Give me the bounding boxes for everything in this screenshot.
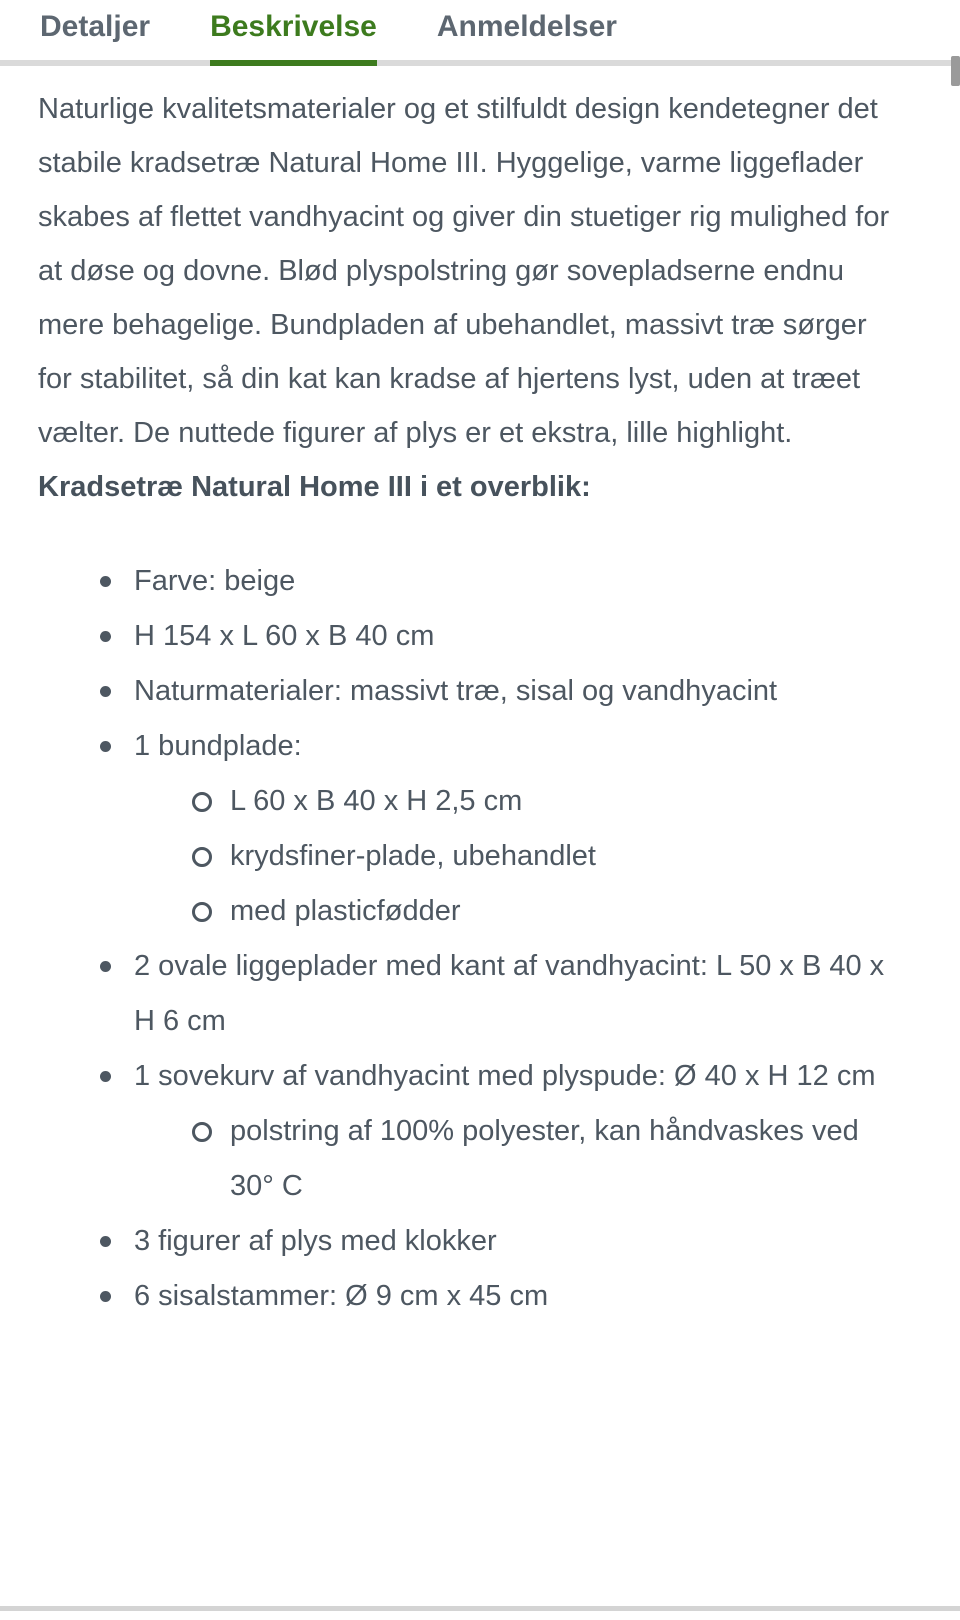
bullet-icon	[100, 554, 134, 609]
list-item-text: H 154 x L 60 x B 40 cm	[134, 620, 435, 652]
list-item-text: 6 sisalstammer: Ø 9 cm x 45 cm	[134, 1280, 549, 1312]
hollow-bullet-icon	[192, 884, 230, 939]
list-item-text: 1 bundplade:	[134, 730, 302, 762]
list-item-text: Naturmaterialer: massivt træ, sisal og vandhyacint	[134, 675, 778, 707]
bullet-icon	[100, 719, 134, 774]
list-item	[38, 1214, 902, 1269]
list-item	[38, 554, 902, 609]
tab-bar	[0, 0, 960, 66]
list-item-text: polstring af 100% polyester, kan håndvaskes ved 30° C	[230, 1115, 859, 1202]
list-item-text: L 60 x B 40 x H 2,5 cm	[230, 785, 523, 817]
bullet-icon	[100, 609, 134, 664]
tab-beskrivelse[interactable]: Beskrivelse	[210, 10, 377, 66]
hollow-bullet-icon	[192, 1104, 230, 1159]
tab-anmeldelser[interactable]: Anmeldelser	[436, 10, 617, 43]
list-item	[38, 609, 902, 664]
list-item-text: 3 figurer af plys med klokker	[134, 1225, 497, 1257]
list-item	[38, 1269, 902, 1324]
list-item-text: Farve: beige	[134, 565, 296, 597]
list-subitem	[38, 829, 902, 884]
list-item	[38, 939, 902, 1049]
hollow-bullet-icon	[192, 829, 230, 884]
bullet-icon	[100, 1214, 134, 1269]
scrollbar-thumb[interactable]	[951, 56, 960, 86]
list-item	[38, 1049, 902, 1104]
bullet-icon	[100, 1049, 134, 1104]
bottom-divider	[0, 1606, 960, 1611]
description-paragraph: Naturlige kvalitetsmaterialer og et stilfuldt design kendetegner det stabile kradsetræ Natural Home III. Hyggelige, varme liggeflader skabes af flettet vandhyacint og giver din stuetiger rig mulighed for at døse og dovne. Blød plyspolstring gør sovepladserne endnu mere behagelige. Bundpladen af ubehandlet, massivt træ sørger for stabilitet, så din kat kan kradse af hjertens lyst, uden at træet vælter. De nuttede figurer af plys er et ekstra, lille highlight.	[38, 93, 890, 449]
bullet-icon	[100, 664, 134, 719]
list-item-text: 1 sovekurv af vandhyacint med plyspude: Ø 40 x H 12 cm	[134, 1060, 876, 1092]
hollow-bullet-icon	[192, 774, 230, 829]
list-subitem	[38, 1104, 902, 1214]
feature-list	[38, 554, 902, 1324]
list-item	[38, 719, 902, 774]
tab-detaljer[interactable]: Detaljer	[40, 10, 151, 43]
list-item	[38, 664, 902, 719]
bullet-icon	[100, 1269, 134, 1324]
description-content	[0, 66, 960, 1324]
list-item-text: 2 ovale liggeplader med kant af vandhyacint: L 50 x B 40 x H 6 cm	[134, 950, 885, 1037]
list-subitem	[38, 774, 902, 829]
list-item-text: med plasticfødder	[230, 895, 461, 927]
bullet-icon	[100, 939, 134, 994]
list-subitem	[38, 884, 902, 939]
overview-heading: Kradsetræ Natural Home III i et overblik:	[38, 471, 591, 503]
list-item-text: krydsfiner-plade, ubehandlet	[230, 840, 596, 872]
